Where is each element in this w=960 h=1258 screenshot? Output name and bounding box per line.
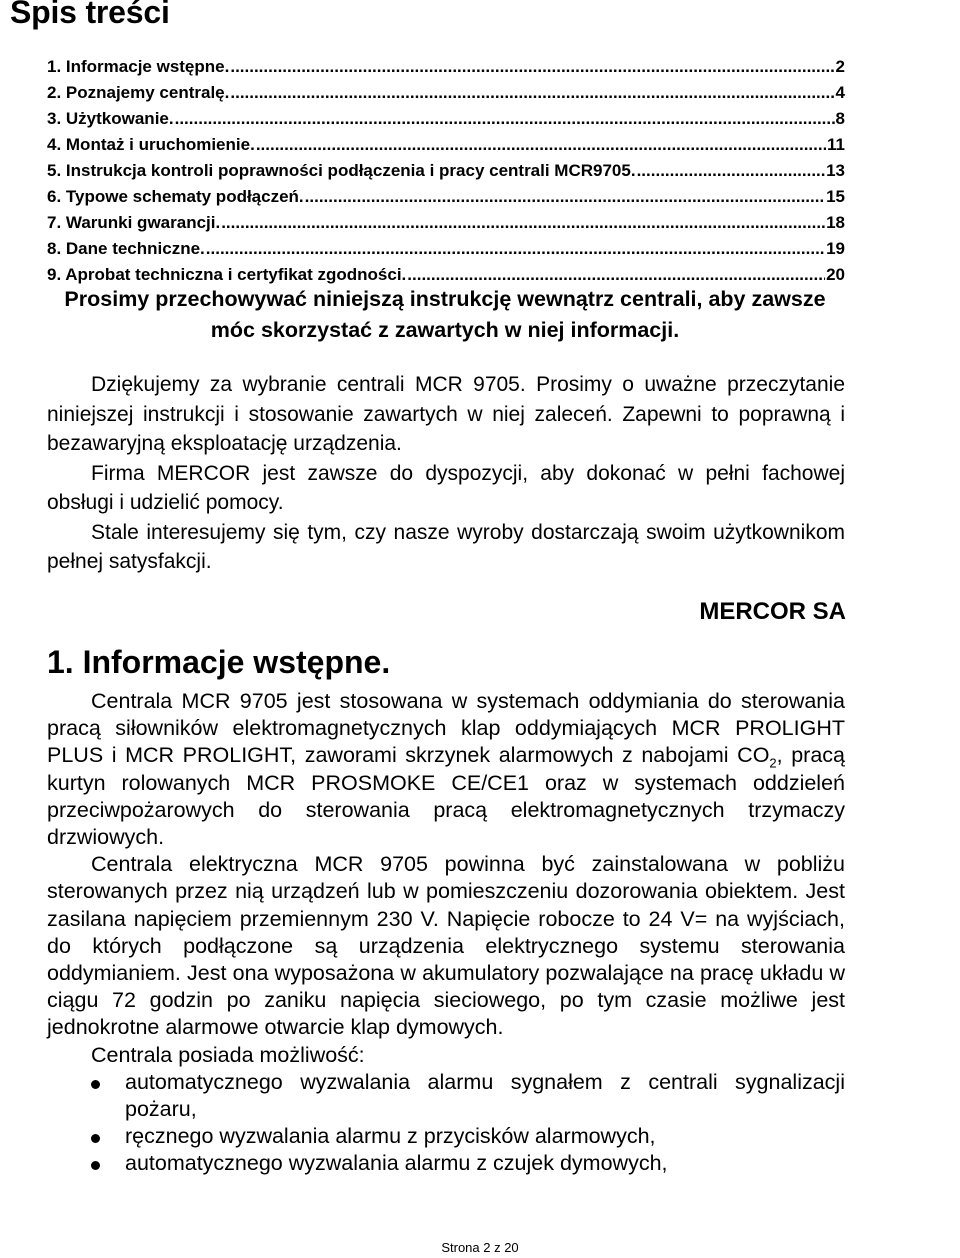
paragraph: Stale interesujemy się tym, czy nasze wyroby dostarczają swoim użytkownikom pełnej satysfakcji. [47, 520, 845, 573]
toc-item[interactable] [47, 158, 845, 184]
toc-item-page: 15 [826, 187, 845, 206]
page-footer: Strona 2 z 20 [441, 1240, 519, 1255]
toc-item-page: 8 [835, 109, 845, 128]
toc-item-label: 1. Informacje wstępne. [47, 57, 230, 76]
bullet-icon [91, 1134, 100, 1143]
toc-leader [221, 210, 825, 236]
toc-leader [256, 132, 826, 158]
toc-item-label: 4. Montaż i uruchomienie. [47, 135, 255, 154]
paragraph: Centrala MCR 9705 jest stosowana w systemach oddymiania do sterowania pracą siłowników elektromagnetycznych klap oddymiających MCR PROLIGHT PLUS i MCR PROLIGHT, zaworami skrzynek alarmowych z nabojami $CO_2$, pracą kurtyn rolowanych MCR PROSMOKE CE/CE1 oraz w systemach oddzieleń przeciwpożarowych do sterowania pracą elektromagnetycznych trzymaczy drzwiowych. [47, 689, 845, 850]
toc-leader [230, 54, 834, 80]
paragraph: Centrala elektryczna MCR 9705 powinna być zainstalowana w pobliżu sterowanych przez nią urządzeń lub w pomieszczeniu dozorowania obiektem. Jest zasilana napięciem przemiennym 230 V. Napięcie robocze to 24 V= na wyjściach, do których podłączone są urządzenia elektrycznego systemu sterowania oddymianiem. Jest ona wyposażona w akumulatory pozwalające na pracę układu w ciągu 72 godzin po zaniku napięcia sieciowego, po tym czasie możliwe jest jednokrotne alarmowe otwarcie klap dymowych. [47, 852, 845, 1040]
toc-item-page: 13 [826, 161, 845, 180]
toc-leader [206, 236, 825, 262]
toc-item[interactable] [47, 80, 845, 106]
toc-item-page: 19 [826, 239, 845, 258]
thank-you-text [47, 370, 845, 577]
toc-leader [305, 184, 825, 210]
company-signature: MERCOR SA [699, 598, 846, 625]
toc-title: Spis treści [10, 0, 170, 30]
toc-item[interactable] [47, 54, 845, 80]
list-item: ręcznego wyzwalania alarmu z przycisków alarmowych, [47, 1123, 845, 1150]
toc-item[interactable] [47, 106, 845, 132]
storage-notice: Prosimy przechowywać niniejszą instrukcję wewnątrz centrali, aby zawsze móc skorzystać z zawartych w niej informacji. [64, 287, 826, 342]
section-body [47, 688, 845, 1178]
toc-item[interactable] [47, 236, 845, 262]
toc-item[interactable] [47, 132, 845, 158]
toc-item[interactable] [47, 184, 845, 210]
bullet-icon [91, 1080, 100, 1089]
toc-item-page: 18 [826, 213, 845, 232]
toc-item-label: 3. Użytkowanie. [47, 109, 174, 128]
toc-leader [637, 158, 826, 184]
paragraph: Centrala posiada możliwość: [91, 1042, 365, 1067]
toc-item-label: 8. Dane techniczne. [47, 239, 205, 258]
toc-item-label: 9. Aprobat techniczna i certyfikat zgodności. [47, 265, 407, 284]
list-item: automatycznego wyzwalania alarmu z czujek dymowych, [47, 1150, 845, 1177]
toc-item-label: 5. Instrukcja kontroli poprawności podłączenia i pracy centrali MCR9705. [47, 161, 636, 180]
section-heading: 1. Informacje wstępne. [47, 644, 391, 680]
paragraph: Dziękujemy za wybranie centrali MCR 9705. Prosimy o uważne przeczytanie niniejszej instrukcji i stosowanie zawartych w niej zaleceń. Zapewni to poprawną i bezawaryjną eksploatację urządzenia. [47, 373, 845, 455]
toc-item-page: 2 [835, 57, 845, 76]
toc-item-label: 6. Typowe schematy podłączeń. [47, 187, 304, 206]
capabilities-list [47, 1069, 845, 1178]
toc-item[interactable] [47, 210, 845, 236]
toc-item-page: 4 [835, 83, 845, 102]
toc-leader [175, 106, 835, 132]
toc-item-label: 2. Poznajemy centralę. [47, 83, 230, 102]
toc-item-page: 20 [826, 265, 845, 284]
paragraph: Firma MERCOR jest zawsze do dyspozycji, aby dokonać w pełni fachowej obsługi i udzielić pomocy. [47, 461, 845, 514]
toc-item-page: 11 [827, 135, 845, 154]
bullet-icon [91, 1161, 100, 1170]
toc-leader [230, 80, 834, 106]
list-item: automatycznego wyzwalania alarmu sygnałem z centrali sygnalizacji pożaru, [47, 1069, 845, 1123]
toc-item-label: 7. Warunki gwarancji. [47, 213, 221, 232]
table-of-contents [47, 54, 845, 288]
